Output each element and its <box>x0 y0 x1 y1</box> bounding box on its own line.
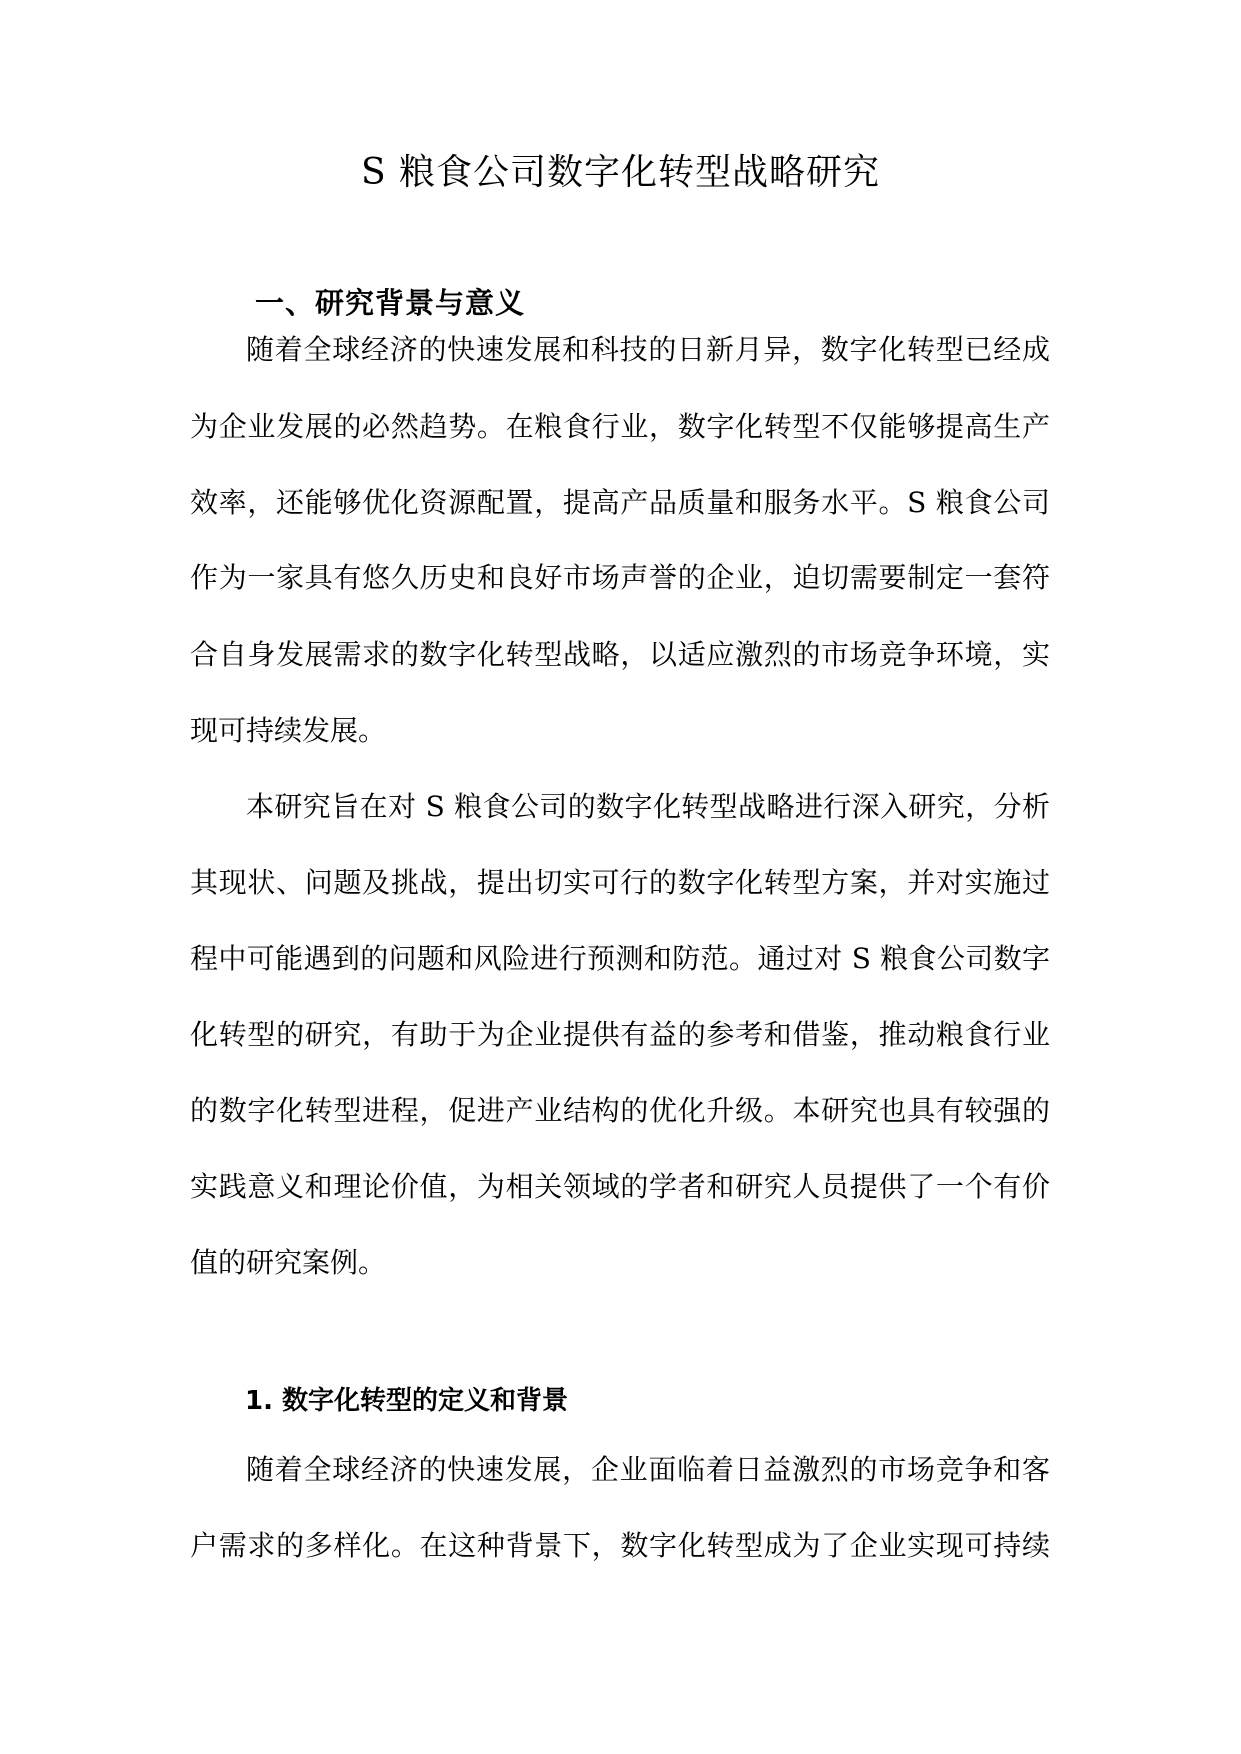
paragraph-line: 户需求的多样化。在这种背景下，数字化转型成为了企业实现可持续 <box>190 1529 1050 1562</box>
paragraph-line: 的数字化转型进程，促进产业结构的优化升级。本研究也具有较强的 <box>190 1094 1050 1127</box>
paragraph-line: 合自身发展需求的数字化转型战略，以适应激烈的市场竞争环境，实 <box>190 638 1050 671</box>
paragraph-line: 本研究旨在对 S 粮食公司的数字化转型战略进行深入研究，分析 <box>246 790 1050 823</box>
paragraph-line: 现可持续发展。 <box>190 714 387 747</box>
document-title: S 粮食公司数字化转型战略研究 <box>360 152 881 193</box>
paragraph-line: 随着全球经济的快速发展，企业面临着日益激烈的市场竞争和客 <box>246 1453 1050 1486</box>
paragraph-line: 效率，还能够优化资源配置，提高产品质量和服务水平。S 粮食公司 <box>190 486 1050 519</box>
subsection-heading: 1. 数字化转型的定义和背景 <box>245 1386 569 1416</box>
paragraph-line: 值的研究案例。 <box>190 1246 387 1279</box>
paragraph-line: 为企业发展的必然趋势。在粮食行业，数字化转型不仅能够提高生产 <box>190 410 1050 443</box>
paragraph-line: 作为一家具有悠久历史和良好市场声誉的企业，迫切需要制定一套符 <box>190 561 1050 594</box>
paragraph-line: 化转型的研究，有助于为企业提供有益的参考和借鉴，推动粮食行业 <box>190 1018 1050 1051</box>
section-heading: 一、研究背景与意义 <box>255 286 526 320</box>
paragraph-line: 实践意义和理论价值，为相关领域的学者和研究人员提供了一个有价 <box>190 1170 1050 1203</box>
paragraph-line: 随着全球经济的快速发展和科技的日新月异，数字化转型已经成 <box>246 333 1050 366</box>
paragraph-line: 其现状、问题及挑战，提出切实可行的数字化转型方案，并对实施过 <box>190 866 1050 899</box>
paragraph-line: 程中可能遇到的问题和风险进行预测和防范。通过对 S 粮食公司数字 <box>190 942 1050 975</box>
